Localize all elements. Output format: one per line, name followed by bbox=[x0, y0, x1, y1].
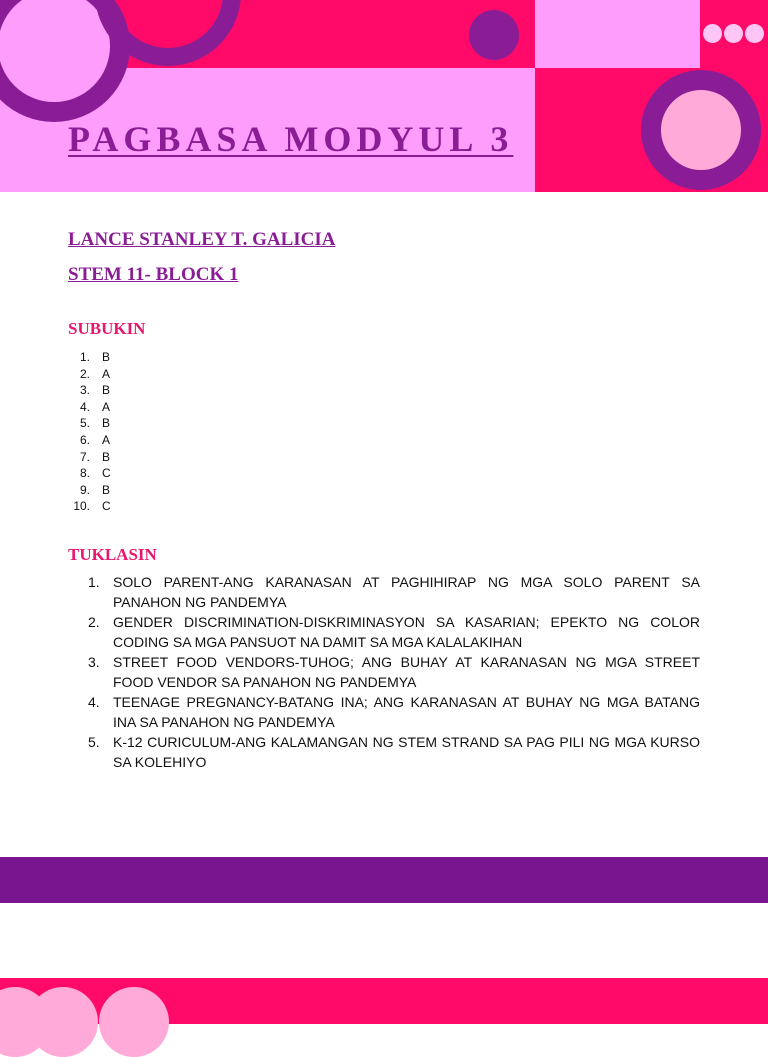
topic-text: STREET FOOD VENDORS-TUHOG; ANG BUHAY AT KARANASAN NG MGA STREET FOOD VENDOR SA PANAHON NG PANDEMYA bbox=[113, 654, 700, 690]
item-number: 2. bbox=[79, 366, 90, 381]
tuklasin-topic-list bbox=[68, 573, 700, 773]
list-item bbox=[68, 399, 111, 416]
list-item bbox=[68, 349, 111, 366]
list-item bbox=[68, 482, 111, 499]
item-number: 10. bbox=[73, 499, 90, 514]
page-title: PAGBASA MODYUL 3 bbox=[68, 119, 514, 159]
item-number: 5. bbox=[79, 416, 90, 431]
item-number: 1. bbox=[79, 350, 90, 364]
item-number: 2. bbox=[88, 614, 100, 630]
topic-text: K-12 CURICULUM-ANG KALAMANGAN NG STEM STRAND SA PAG PILI NG MGA KURSO SA KOLEHIYO bbox=[113, 734, 700, 770]
list-item bbox=[68, 693, 700, 732]
subukin-heading: SUBUKIN bbox=[68, 319, 146, 338]
answer-value: C bbox=[102, 466, 111, 481]
decorative-small-dot bbox=[703, 24, 722, 43]
answer-value: A bbox=[102, 399, 111, 414]
item-number: 6. bbox=[79, 432, 90, 447]
list-item bbox=[68, 613, 700, 652]
footer-decorative-dot bbox=[99, 987, 169, 1057]
item-number: 1. bbox=[88, 574, 100, 590]
tuklasin-heading: TUKLASIN bbox=[68, 545, 157, 564]
list-item bbox=[68, 382, 111, 399]
header-pink-tile bbox=[535, 0, 700, 68]
list-item bbox=[68, 415, 111, 432]
list-item bbox=[68, 432, 111, 449]
answer-value: B bbox=[102, 383, 111, 398]
list-item bbox=[68, 573, 700, 612]
decorative-small-dot bbox=[745, 24, 764, 43]
student-section: STEM 11- BLOCK 1 bbox=[68, 264, 239, 285]
answer-value: B bbox=[102, 416, 111, 431]
item-number: 4. bbox=[79, 399, 90, 414]
answer-value: C bbox=[102, 499, 111, 514]
item-number: 9. bbox=[79, 482, 90, 497]
item-number: 4. bbox=[88, 694, 100, 710]
answer-value: A bbox=[102, 432, 111, 447]
item-number: 7. bbox=[79, 449, 90, 464]
topic-text: GENDER DISCRIMINATION-DISKRIMINASYON SA KASARIAN; EPEKTO NG COLOR CODING SA MGA PANSUOT NA DAMIT SA MGA KALALAKIHAN bbox=[113, 614, 700, 650]
decorative-ring-right bbox=[641, 70, 761, 190]
topic-text: TEENAGE PREGNANCY-BATANG INA; ANG KARANASAN AT BUHAY NG MGA BATANG INA SA PANAHON NG PANDEMYA bbox=[113, 694, 700, 730]
subukin-answer-list bbox=[68, 349, 111, 515]
footer-decorative-dot bbox=[28, 987, 98, 1057]
decorative-purple-dot bbox=[469, 10, 519, 60]
item-number: 3. bbox=[88, 654, 100, 670]
footer-purple-band bbox=[0, 857, 768, 903]
list-item bbox=[68, 498, 111, 515]
decorative-small-dot bbox=[724, 24, 743, 43]
list-item bbox=[68, 653, 700, 692]
answer-value: B bbox=[102, 350, 111, 364]
list-item bbox=[68, 366, 111, 383]
list-item bbox=[68, 465, 111, 482]
answer-value: A bbox=[102, 366, 111, 381]
item-number: 5. bbox=[88, 734, 100, 750]
item-number: 3. bbox=[79, 383, 90, 398]
list-item bbox=[68, 733, 700, 772]
item-number: 8. bbox=[79, 466, 90, 481]
topic-text: SOLO PARENT-ANG KARANASAN AT PAGHIHIRAP NG MGA SOLO PARENT SA PANAHON NG PANDEMYA bbox=[113, 574, 700, 610]
list-item bbox=[68, 449, 111, 466]
student-name: LANCE STANLEY T. GALICIA bbox=[68, 229, 336, 250]
answer-value: B bbox=[102, 449, 111, 464]
answer-value: B bbox=[102, 482, 111, 497]
